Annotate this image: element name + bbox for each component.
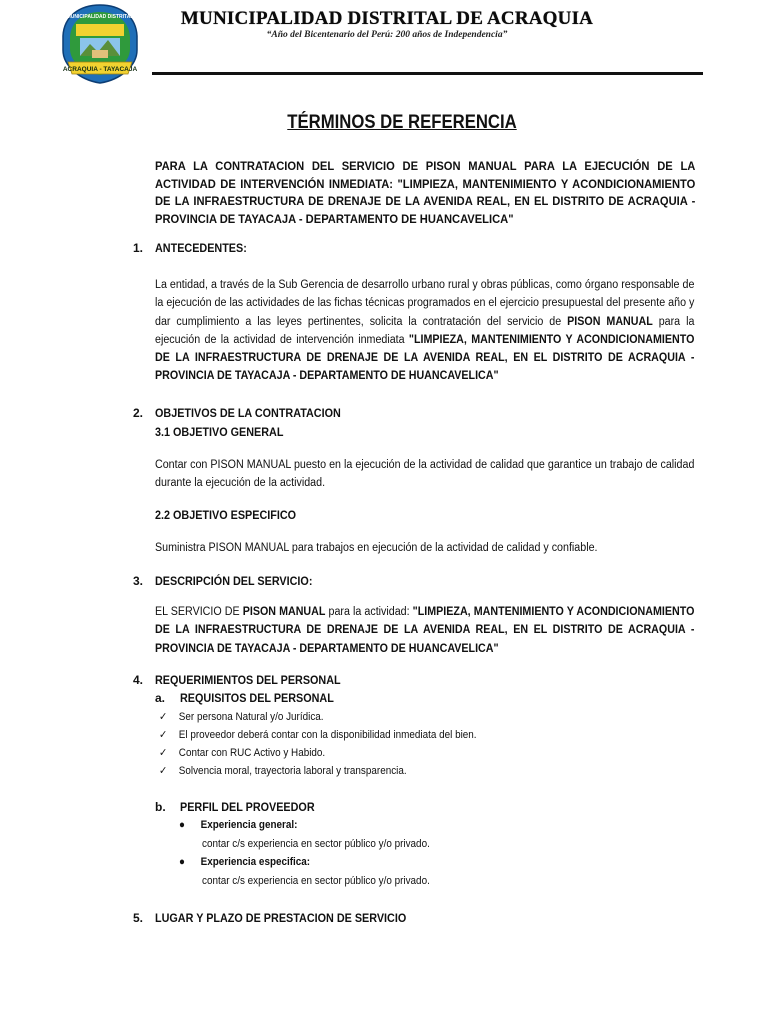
section-4b-label: b. xyxy=(155,800,166,814)
experience-general-item: ● Experiencia general: xyxy=(179,819,298,831)
section-1-title: ANTECEDENTES: xyxy=(155,241,247,255)
experience-specific-text: contar c/s experiencia en sector público y/o privado. xyxy=(202,875,430,887)
document-subject: PARA LA CONTRATACION DEL SERVICIO DE PISON MANUAL PARA LA EJECUCIÓN DE LA ACTIVIDAD DE INTERVENCIÓN INMEDIATA: "LIMPIEZA, MANTENIMIENTO Y ACONDICIONAMIENTO DE LA INFRAESTRUCTURA DE DRENAJE DE LA AVENIDA REAL, EN EL DISTRITO DE ACRAQUIA - PROVINCIA DE TAYACAJA - DEPARTAMENTO DE HUANCAVELICA" xyxy=(155,159,696,226)
check-icon: ✓ xyxy=(159,747,168,759)
section-4b-title: PERFIL DEL PROVEEDOR xyxy=(180,800,315,814)
bullet-icon: ● xyxy=(179,856,185,868)
section-2-title: OBJETIVOS DE LA CONTRATACION xyxy=(155,406,341,420)
check-icon: ✓ xyxy=(159,711,168,723)
section-2-1-title: 3.1 OBJETIVO GENERAL xyxy=(155,425,284,439)
municipal-logo-seal xyxy=(58,2,142,86)
section-3-title: DESCRIPCIÓN DEL SERVICIO: xyxy=(155,574,313,588)
section-3-text: EL SERVICIO DE PISON MANUAL para la actividad: "LIMPIEZA, MANTENIMIENTO Y ACONDICIONAMIENTO DE LA INFRAESTRUCTURA DE DRENAJE DE LA AVENIDA REAL, EN EL DISTRITO DE ACRAQUIA - PROVINCIA DE TAYACAJA - DEPARTAMENTO DE HUANCAVELICA" xyxy=(155,606,695,655)
section-4-title: REQUERIMIENTOS DEL PERSONAL xyxy=(155,673,341,687)
experience-general-text: contar c/s experiencia en sector público y/o privado. xyxy=(202,838,430,850)
section-2-number: 2. xyxy=(133,406,144,420)
header-divider xyxy=(152,72,703,75)
section-5-number: 5. xyxy=(133,911,144,925)
experience-specific-item: ● Experiencia especifica: xyxy=(179,856,311,868)
section-4-number: 4. xyxy=(133,673,144,687)
section-4a-title: REQUISITOS DEL PERSONAL xyxy=(180,691,334,705)
section-3-number: 3. xyxy=(133,574,144,588)
svg-text:MUNICIPALIDAD DISTRITAL: MUNICIPALIDAD DISTRITAL xyxy=(66,14,134,20)
section-2-2-text: Suministra PISON MANUAL para trabajos en ejecución de la actividad de calidad y confiable. xyxy=(155,542,598,554)
section-1-number: 1. xyxy=(133,241,144,255)
section-4a-label: a. xyxy=(155,691,166,705)
organization-name: MUNICIPALIDAD DISTRITAL DE ACRAQUIA xyxy=(180,8,594,29)
section-2-2-title: 2.2 OBJETIVO ESPECIFICO xyxy=(155,508,297,522)
requirement-item: ✓ Contar con RUC Activo y Habido. xyxy=(159,747,326,759)
requirement-item: ✓ Solvencia moral, trayectoria laboral y transparencia. xyxy=(159,765,407,777)
document-title: TÉRMINOS DE REFERENCIA xyxy=(287,112,517,133)
bullet-icon: ● xyxy=(179,819,185,831)
section-1-text: La entidad, a través de la Sub Gerencia de desarrollo urbano rural y obras públicas, como órgano responsable de la ejecución de las actividades de las fichas técnicas programados en el ejercicio presupuestal del presente año y dar cumplimiento a las leyes pertinentes, solicita la contratación del servicio de PISON MANUAL para la ejecución de la actividad de intervención inmediata "LIMPIEZA, MANTENIMIENTO Y ACONDICIONAMIENTO DE LA INFRAESTRUCTURA DE DRENAJE DE LA AVENIDA REAL, EN EL DISTRITO DE ACRAQUIA - PROVINCIA DE TAYACAJA - DEPARTAMENTO DE HUANCAVELICA" xyxy=(155,279,695,383)
requirement-item: ✓ El proveedor deberá contar con la disponibilidad inmediata del bien. xyxy=(159,729,477,741)
check-icon: ✓ xyxy=(159,729,168,741)
section-2-1-text: Contar con PISON MANUAL puesto en la ejecución de la actividad de calidad que garantice un trabajo de calidad durante la ejecución de la actividad. xyxy=(155,459,695,490)
check-icon: ✓ xyxy=(159,765,168,777)
year-motto: “Año del Bicentenario del Perú: 200 años de Independencia” xyxy=(266,30,508,40)
requirement-item: ✓ Ser persona Natural y/o Jurídica. xyxy=(159,711,324,723)
svg-text:ACRAQUIA - TAYACAJA: ACRAQUIA - TAYACAJA xyxy=(62,66,138,73)
section-5-title: LUGAR Y PLAZO DE PRESTACION DE SERVICIO xyxy=(155,911,407,925)
